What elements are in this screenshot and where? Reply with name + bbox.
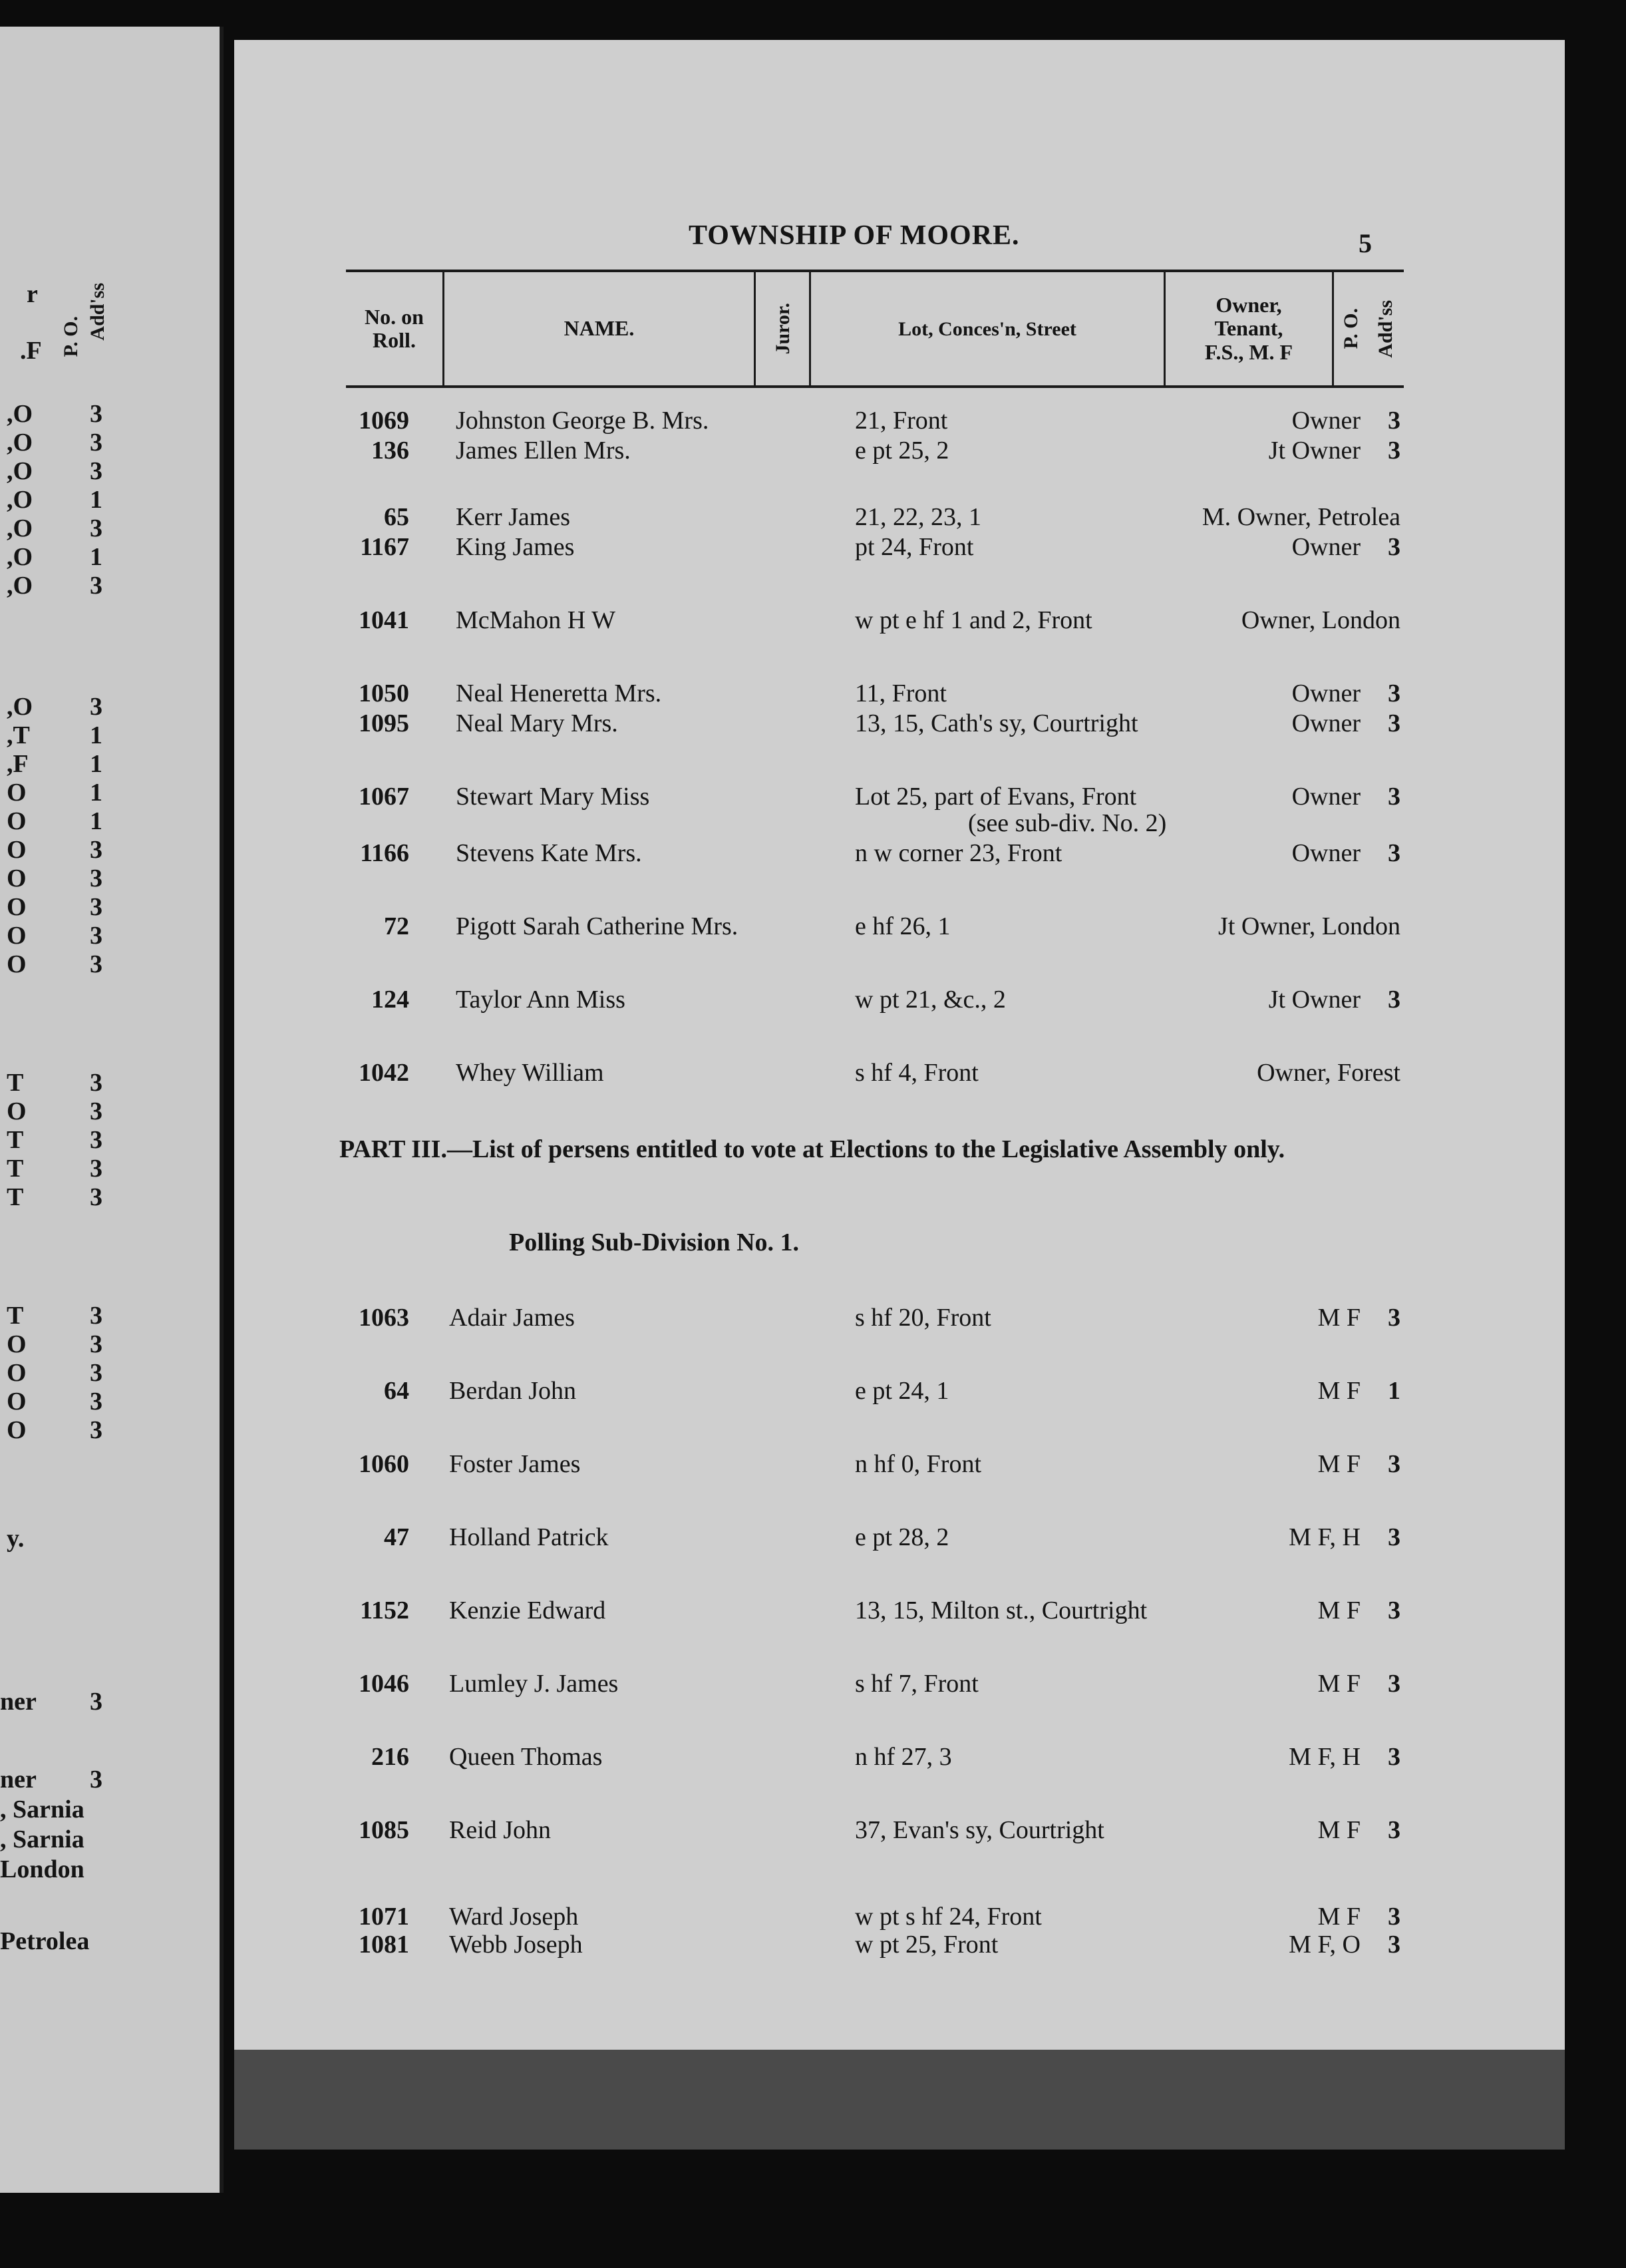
post-office-code: 3	[1388, 1523, 1400, 1551]
owner-status: Owner	[1291, 679, 1361, 707]
part3-row	[329, 1815, 1400, 1846]
left-status-fragment: O	[7, 1097, 27, 1125]
left-status-fragment: T	[7, 1155, 24, 1183]
part1-row	[329, 709, 1400, 739]
column-header-juror-label: Juror.	[771, 303, 794, 355]
column-header-lot-label: Lot, Conces'n, Street	[898, 317, 1076, 340]
left-po-fragment: 3	[90, 1126, 102, 1154]
left-text-fragment: Petrolea	[0, 1927, 90, 1955]
post-office-code: 1	[1388, 1377, 1400, 1405]
roll-number: 1166	[360, 839, 409, 867]
lot-concession: 21, 22, 23, 1	[855, 503, 981, 531]
voter-name: Stevens Kate Mrs.	[456, 839, 642, 867]
owner-status: Owner	[1291, 839, 1361, 867]
left-status-fragment: O	[7, 1416, 27, 1444]
left-header-fragment: .F	[20, 337, 42, 365]
voter-name: Reid John	[449, 1816, 552, 1844]
column-header-roll	[346, 272, 444, 385]
roll-number: 1085	[359, 1816, 409, 1844]
part3-row	[329, 1930, 1400, 1961]
voter-name: James Ellen Mrs.	[456, 437, 631, 465]
voter-name: Foster James	[449, 1450, 581, 1478]
owner-status: M F	[1317, 1597, 1361, 1624]
roll-number: 1095	[359, 709, 409, 737]
voter-name: Neal Mary Mrs.	[456, 709, 618, 737]
column-header-juror	[756, 272, 811, 385]
left-status-fragment: O	[7, 807, 27, 835]
left-po-fragment: 3	[90, 693, 102, 721]
left-status-fragment: ,O	[7, 400, 33, 428]
page-number: 5	[1359, 228, 1372, 258]
lot-concession: w pt s hf 24, Front	[855, 1903, 1042, 1931]
owner-status: Jt Owner, London	[1218, 912, 1400, 940]
left-status-fragment: ,O	[7, 486, 33, 514]
lot-concession: e pt 24, 1	[855, 1377, 949, 1405]
part1-row	[329, 679, 1400, 709]
roll-number: 72	[384, 912, 409, 940]
voter-name: Holland Patrick	[449, 1523, 609, 1551]
post-office-code: 3	[1388, 407, 1400, 435]
lot-concession: 21, Front	[855, 407, 948, 435]
post-office-code: 3	[1388, 437, 1400, 465]
left-status-fragment: O	[7, 779, 27, 807]
left-status-fragment: ,O	[7, 429, 33, 457]
post-office-code: 3	[1388, 1597, 1400, 1624]
left-status-fragment: ,O	[7, 457, 33, 485]
left-po-fragment: 3	[90, 836, 102, 864]
lot-concession: 13, 15, Milton st., Courtright	[855, 1597, 1148, 1624]
owner-status: Jt Owner	[1268, 437, 1361, 465]
column-header-name	[444, 272, 756, 385]
left-text-fragment: ner	[0, 1766, 37, 1794]
part3-row	[329, 1742, 1400, 1773]
left-header-po: P. O.	[60, 316, 82, 357]
lot-concession: n hf 0, Front	[855, 1450, 981, 1478]
voter-name: Lumley J. James	[449, 1670, 619, 1698]
lot-concession: w pt 25, Front	[855, 1931, 999, 1959]
part1-row	[329, 502, 1400, 533]
part1-row	[329, 782, 1400, 837]
running-title: TOWNSHIP OF MOORE.	[689, 220, 1020, 251]
left-po-fragment: 3	[90, 1097, 102, 1125]
voter-name: Stewart Mary Miss	[456, 783, 650, 811]
post-office-code: 3	[1388, 1816, 1400, 1844]
left-status-fragment: T	[7, 1183, 24, 1211]
column-header-po	[1334, 272, 1367, 385]
owner-status: Owner	[1291, 783, 1361, 811]
lot-concession: 37, Evan's sy, Courtright	[855, 1816, 1104, 1844]
left-po-fragment: 3	[90, 1155, 102, 1183]
left-status-fragment: ,T	[7, 721, 30, 749]
part1-row	[329, 1058, 1400, 1089]
left-po-fragment: 3	[90, 1330, 102, 1358]
left-po-fragment: 3	[90, 1069, 102, 1097]
lot-concession: s hf 4, Front	[855, 1059, 979, 1087]
left-po-fragment: 3	[90, 1416, 102, 1444]
owner-status: M F	[1317, 1304, 1361, 1332]
left-status-fragment: T	[7, 1302, 24, 1330]
left-text-fragment: , Sarnia	[0, 1825, 84, 1853]
part3-row	[329, 1596, 1400, 1626]
roll-number: 1046	[359, 1670, 409, 1698]
left-status-fragment: T	[7, 1126, 24, 1154]
owner-status: Jt Owner	[1268, 986, 1361, 1014]
left-po-fragment: 3	[90, 1302, 102, 1330]
roll-number: 1167	[360, 533, 409, 561]
table-header	[346, 270, 1404, 388]
part3-heading: PART III.—List of persens entitled to vote at Elections to the Legislative Assembly only.	[339, 1135, 1285, 1163]
post-office-code: 3	[1388, 783, 1400, 811]
voter-name: Berdan John	[449, 1377, 577, 1405]
left-status-fragment: T	[7, 1069, 24, 1097]
roll-number: 1081	[359, 1931, 409, 1959]
part3-row	[329, 1303, 1400, 1334]
roll-number: 1069	[359, 407, 409, 435]
left-po-fragment: 1	[90, 779, 102, 807]
column-header-owner-line: Tenant,	[1214, 316, 1283, 341]
left-status-fragment: O	[7, 950, 27, 978]
part3-row	[329, 1902, 1400, 1933]
left-po-fragment: 3	[90, 572, 102, 600]
column-header-owner-line: Owner,	[1216, 293, 1282, 317]
owner-status: M. Owner, Petrolea	[1202, 503, 1400, 531]
post-office-code: 3	[1388, 533, 1400, 561]
voter-name: Neal Heneretta Mrs.	[456, 679, 662, 707]
part1-row	[329, 985, 1400, 1016]
left-status-fragment: ,O	[7, 543, 33, 571]
column-header-po	[1367, 272, 1404, 385]
column-header-po-label: Add'ss	[1375, 299, 1396, 358]
part3-row	[329, 1376, 1400, 1407]
lot-concession-note: (see sub-div. No. 2)	[968, 809, 1167, 837]
owner-status: M F	[1317, 1377, 1361, 1405]
voter-name: Kenzie Edward	[449, 1597, 606, 1624]
column-header-roll-line: Roll.	[373, 328, 416, 352]
left-text-fragment: y.	[7, 1525, 25, 1553]
lot-concession: e pt 28, 2	[855, 1523, 949, 1551]
roll-number: 1041	[359, 606, 409, 634]
owner-status: M F, H	[1289, 1743, 1361, 1771]
voter-name: Queen Thomas	[449, 1743, 603, 1771]
voter-name: Johnston George B. Mrs.	[456, 407, 709, 435]
left-po-fragment: 3	[90, 514, 102, 542]
lot-concession: 11, Front	[855, 679, 947, 707]
page-bottom-edge	[234, 2050, 1565, 2150]
left-po-fragment: 1	[90, 750, 102, 778]
column-header-roll-line: No. on	[365, 304, 424, 329]
voter-name: Taylor Ann Miss	[456, 986, 625, 1014]
lot-concession: s hf 20, Front	[855, 1304, 991, 1332]
voter-name: Ward Joseph	[449, 1903, 579, 1931]
roll-number: 1063	[359, 1304, 409, 1332]
voter-name: King James	[456, 533, 575, 561]
roll-number: 1067	[359, 783, 409, 811]
roll-number: 124	[371, 986, 409, 1014]
part1-row	[329, 436, 1400, 467]
left-header-po: Add'ss	[86, 283, 108, 341]
part1-row	[329, 532, 1400, 563]
roll-number: 64	[384, 1377, 409, 1405]
left-po-fragment: 3	[90, 1766, 102, 1794]
column-header-owner	[1166, 272, 1334, 385]
page-gutter	[220, 27, 224, 2193]
left-status-fragment: O	[7, 864, 27, 892]
left-text-fragment: London	[0, 1855, 84, 1883]
lot-concession: e hf 26, 1	[855, 912, 951, 940]
owner-status: M F	[1317, 1670, 1361, 1698]
column-header-po-label: P. O.	[1339, 308, 1362, 349]
voter-name: Webb Joseph	[449, 1931, 583, 1959]
roll-number: 65	[384, 503, 409, 531]
left-po-fragment: 3	[90, 922, 102, 950]
owner-status: M F	[1317, 1450, 1361, 1478]
left-po-fragment: 1	[90, 543, 102, 571]
polling-subdivision-heading: Polling Sub-Division No. 1.	[509, 1228, 800, 1256]
post-office-code: 3	[1388, 1743, 1400, 1771]
post-office-code: 3	[1388, 1903, 1400, 1931]
left-status-fragment: ,O	[7, 693, 33, 721]
left-po-fragment: 3	[90, 400, 102, 428]
owner-status: Owner	[1291, 533, 1361, 561]
voter-name: Pigott Sarah Catherine Mrs.	[456, 912, 738, 940]
lot-concession: s hf 7, Front	[855, 1670, 979, 1698]
roll-number: 1050	[359, 679, 409, 707]
part1-row	[329, 839, 1400, 869]
voter-name: Adair James	[449, 1304, 575, 1332]
lot-concession: n w corner 23, Front	[855, 839, 1062, 867]
roll-number: 136	[371, 437, 409, 465]
post-office-code: 3	[1388, 709, 1400, 737]
lot-concession: e pt 25, 2	[855, 437, 949, 465]
owner-status: Owner, London	[1241, 606, 1400, 634]
left-status-fragment: O	[7, 1330, 27, 1358]
roll-number: 47	[384, 1523, 409, 1551]
lot-concession: 13, 15, Cath's sy, Courtright	[855, 709, 1138, 737]
part3-row	[329, 1523, 1400, 1553]
voter-name: Kerr James	[456, 503, 570, 531]
left-status-fragment: O	[7, 1388, 27, 1416]
left-po-fragment: 3	[90, 1688, 102, 1716]
left-status-fragment: O	[7, 922, 27, 950]
left-status-fragment: O	[7, 836, 27, 864]
post-office-code: 3	[1388, 1931, 1400, 1959]
post-office-code: 3	[1388, 1450, 1400, 1478]
left-header-fragment: r	[27, 280, 38, 308]
part1-row	[329, 606, 1400, 636]
roll-number: 1042	[359, 1059, 409, 1087]
lot-concession: pt 24, Front	[855, 533, 974, 561]
voter-name: McMahon H W	[456, 606, 615, 634]
left-status-fragment: ,O	[7, 514, 33, 542]
post-office-code: 3	[1388, 1670, 1400, 1698]
left-po-fragment: 3	[90, 864, 102, 892]
part3-row	[329, 1669, 1400, 1700]
left-text-fragment: , Sarnia	[0, 1796, 84, 1823]
left-po-fragment: 3	[90, 457, 102, 485]
left-po-fragment: 1	[90, 721, 102, 749]
column-header-lot	[811, 272, 1166, 385]
part1-row	[329, 912, 1400, 942]
lot-concession: w pt e hf 1 and 2, Front	[855, 606, 1092, 634]
post-office-code: 3	[1388, 679, 1400, 707]
left-status-fragment: ,O	[7, 572, 33, 600]
column-header-name-label: NAME.	[564, 316, 635, 341]
owner-status: Owner, Forest	[1257, 1059, 1400, 1087]
post-office-code: 3	[1388, 1304, 1400, 1332]
post-office-code: 3	[1388, 986, 1400, 1014]
voter-name: Whey William	[456, 1059, 604, 1087]
lot-concession: w pt 21, &c., 2	[855, 986, 1006, 1014]
left-po-fragment: 3	[90, 1183, 102, 1211]
owner-status: M F, H	[1289, 1523, 1361, 1551]
left-po-fragment: 1	[90, 807, 102, 835]
left-status-fragment: O	[7, 893, 27, 921]
left-text-fragment: ner	[0, 1688, 37, 1716]
roll-number: 1152	[360, 1597, 409, 1624]
left-po-fragment: 3	[90, 950, 102, 978]
left-po-fragment: 3	[90, 893, 102, 921]
lot-concession: n hf 27, 3	[855, 1743, 952, 1771]
post-office-code: 3	[1388, 839, 1400, 867]
owner-status: M F	[1317, 1903, 1361, 1931]
owner-status: Owner	[1291, 407, 1361, 435]
roll-number: 1060	[359, 1450, 409, 1478]
left-po-fragment: 3	[90, 1388, 102, 1416]
left-po-fragment: 1	[90, 486, 102, 514]
left-po-fragment: 3	[90, 429, 102, 457]
owner-status: Owner	[1291, 709, 1361, 737]
owner-status: M F, O	[1289, 1931, 1361, 1959]
lot-concession: Lot 25, part of Evans, Front	[855, 783, 1137, 811]
left-status-fragment: ,F	[7, 750, 29, 778]
left-status-fragment: O	[7, 1359, 27, 1387]
left-po-fragment: 3	[90, 1359, 102, 1387]
owner-status: M F	[1317, 1816, 1361, 1844]
part3-row	[329, 1449, 1400, 1480]
roll-number: 1071	[359, 1903, 409, 1931]
part1-row	[329, 406, 1400, 437]
roll-number: 216	[371, 1743, 409, 1771]
column-header-owner-line: F.S., M. F	[1204, 339, 1293, 364]
